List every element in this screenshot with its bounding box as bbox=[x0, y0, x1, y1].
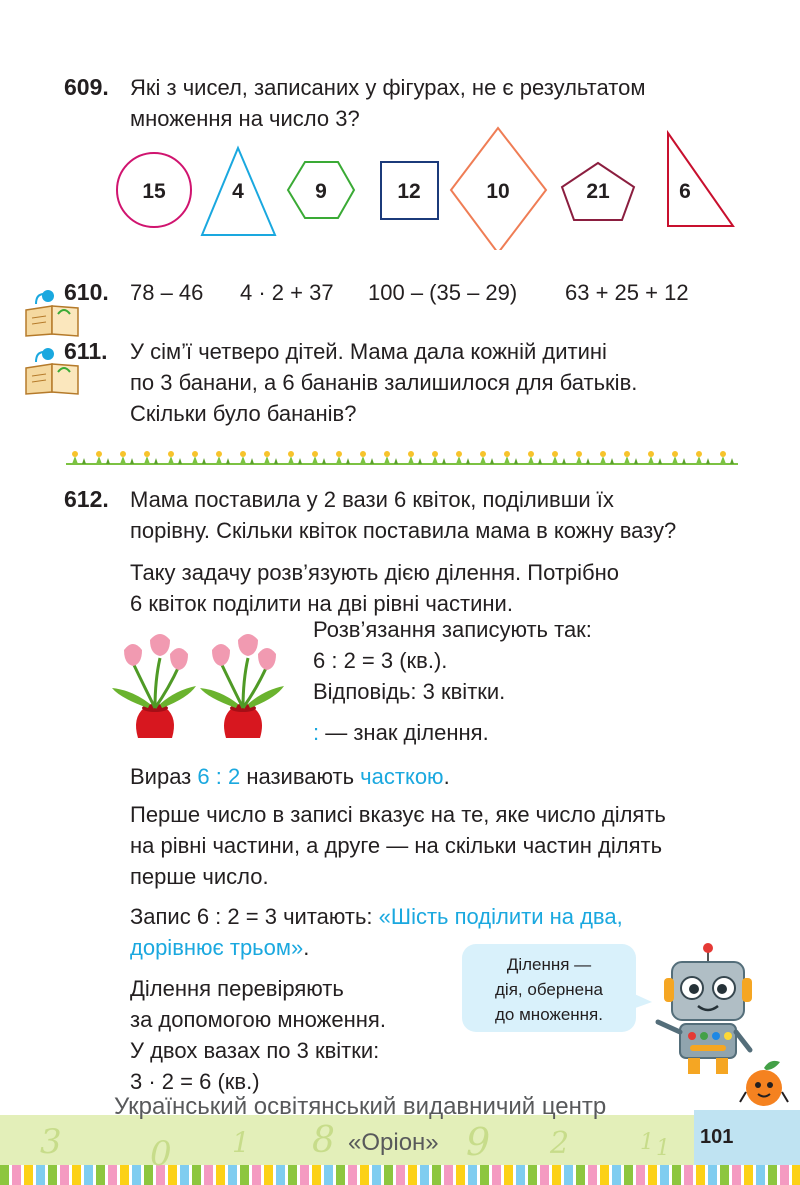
footer-decor-digit: 0 bbox=[150, 1134, 172, 1174]
svg-text:21: 21 bbox=[586, 180, 610, 203]
check-line4: 3 · 2 = 6 (кв.) bbox=[130, 1069, 260, 1094]
bubble-line3: до множення. bbox=[495, 1005, 603, 1024]
quotient-definition bbox=[130, 761, 450, 792]
problem-610-expr-1: 78 – 46 bbox=[130, 280, 204, 305]
explanation2-line2: на рівні частини, а друге — на скільки частин ділять bbox=[130, 833, 663, 858]
svg-text:9: 9 bbox=[315, 180, 327, 203]
check-line1: Ділення перевіряють bbox=[130, 976, 344, 1001]
reading-quote-part1: «Шість поділити на два, bbox=[378, 904, 623, 929]
rhombus-shape bbox=[451, 128, 546, 250]
problem-610-expr-3: 100 – (35 – 29) bbox=[368, 280, 518, 305]
problem-610-number: 610. bbox=[64, 279, 109, 305]
bubble-line1: Ділення — bbox=[506, 955, 592, 974]
explanation2-line3: перше число. bbox=[130, 864, 269, 889]
solution-answer: Відповідь: 3 квітки. bbox=[313, 679, 506, 704]
quotient-end: . bbox=[443, 764, 450, 789]
tulip-vase-left bbox=[112, 634, 196, 738]
svg-text:10: 10 bbox=[486, 180, 510, 203]
footer-stripe bbox=[0, 1165, 800, 1185]
explanation-line2: 6 квіток поділити на дві рівні частини. bbox=[130, 591, 513, 616]
right-triangle-shape bbox=[668, 133, 733, 226]
problem-611-line2: по 3 банани, а 6 бананів залишилося для батьків. bbox=[130, 370, 638, 395]
problem-609-line1: Які з чисел, записаних у фігурах, не є результатом bbox=[130, 75, 646, 100]
reading-prefix: Запис 6 : 2 = 3 читають: bbox=[130, 904, 379, 929]
hexagon-shape bbox=[288, 162, 354, 218]
quotient-mid: називають bbox=[240, 764, 361, 789]
pentagon-shape bbox=[562, 163, 634, 220]
explanation-line1: Таку задачу розв’язують дією ділення. Потрібно bbox=[130, 560, 620, 585]
tulip-vase-right bbox=[200, 634, 284, 738]
problem-611-line1: У сім’ї четверо дітей. Мама дала кожній дитині bbox=[130, 339, 607, 364]
reading-line1 bbox=[130, 901, 736, 932]
svg-text:4: 4 bbox=[232, 180, 244, 203]
reading-quote-part2: дорівнює трьом» bbox=[130, 935, 304, 960]
page-number: 101 bbox=[700, 1126, 734, 1148]
problem-612-line1: Мама поставила у 2 вази 6 квіток, поділивши їх bbox=[130, 487, 614, 512]
division-sign: : bbox=[313, 720, 320, 745]
check-line3: У двох вазах по 3 квітки: bbox=[130, 1038, 380, 1063]
bubble-line2: дія, обернена bbox=[495, 980, 603, 999]
explanation2-line1: Перше число в записі вказує на те, яке число ділять bbox=[130, 802, 666, 827]
problem-612-line2: порівну. Скільки квіток поставила мама в кожну вазу? bbox=[130, 518, 677, 543]
footer-decor-digit: 1 bbox=[656, 1136, 670, 1161]
footer-decor-digit: 8 bbox=[312, 1120, 335, 1161]
quotient-prefix: Вираз bbox=[130, 764, 198, 789]
solution-expression: 6 : 2 = 3 (кв.). bbox=[313, 648, 448, 673]
problem-609-number: 609. bbox=[64, 74, 109, 100]
orange-character bbox=[738, 1058, 790, 1110]
problem-611-number: 611. bbox=[64, 338, 108, 364]
speech-bubble-text bbox=[462, 952, 636, 1027]
reading-end: . bbox=[303, 935, 310, 960]
triangle-shape bbox=[202, 148, 275, 235]
flower-divider bbox=[66, 444, 738, 468]
footer-decor-digit: 3 bbox=[40, 1122, 62, 1162]
tulips-vase-illustration bbox=[108, 628, 308, 743]
footer-decor-digit: 2 bbox=[550, 1126, 570, 1161]
solution-label: Розв’язання записують так: bbox=[313, 617, 592, 642]
publisher-line2: «Оріон» bbox=[348, 1129, 439, 1156]
problem-610-expr-4: 63 + 25 + 12 bbox=[565, 280, 689, 305]
problem-611-line3: Скільки було бананів? bbox=[130, 401, 357, 426]
svg-text:12: 12 bbox=[397, 180, 421, 203]
problem-609-line2: множення на число 3? bbox=[130, 106, 360, 131]
circle-shape bbox=[117, 153, 191, 227]
problem-612-number: 612. bbox=[64, 486, 109, 512]
square-shape bbox=[381, 162, 438, 219]
svg-text:6: 6 bbox=[679, 180, 691, 203]
footer-decor-digit: 9 bbox=[466, 1120, 491, 1164]
division-sign-note bbox=[313, 717, 489, 748]
division-sign-text: — знак ділення. bbox=[319, 720, 489, 745]
publisher-line1: Український освітянський видавничий центр bbox=[114, 1093, 607, 1120]
reading-line2 bbox=[130, 932, 309, 963]
quotient-expression: 6 : 2 bbox=[197, 764, 241, 789]
svg-text:15: 15 bbox=[142, 180, 166, 203]
check-line2: за допомогою множення. bbox=[130, 1007, 386, 1032]
problem-610-expr-2: 4 · 2 + 37 bbox=[240, 280, 334, 305]
shapes-row bbox=[0, 120, 800, 250]
footer-decor-digit: 1 bbox=[640, 1130, 654, 1155]
footer-decor-digit: 1 bbox=[232, 1126, 250, 1159]
quotient-term: часткою bbox=[360, 764, 444, 789]
